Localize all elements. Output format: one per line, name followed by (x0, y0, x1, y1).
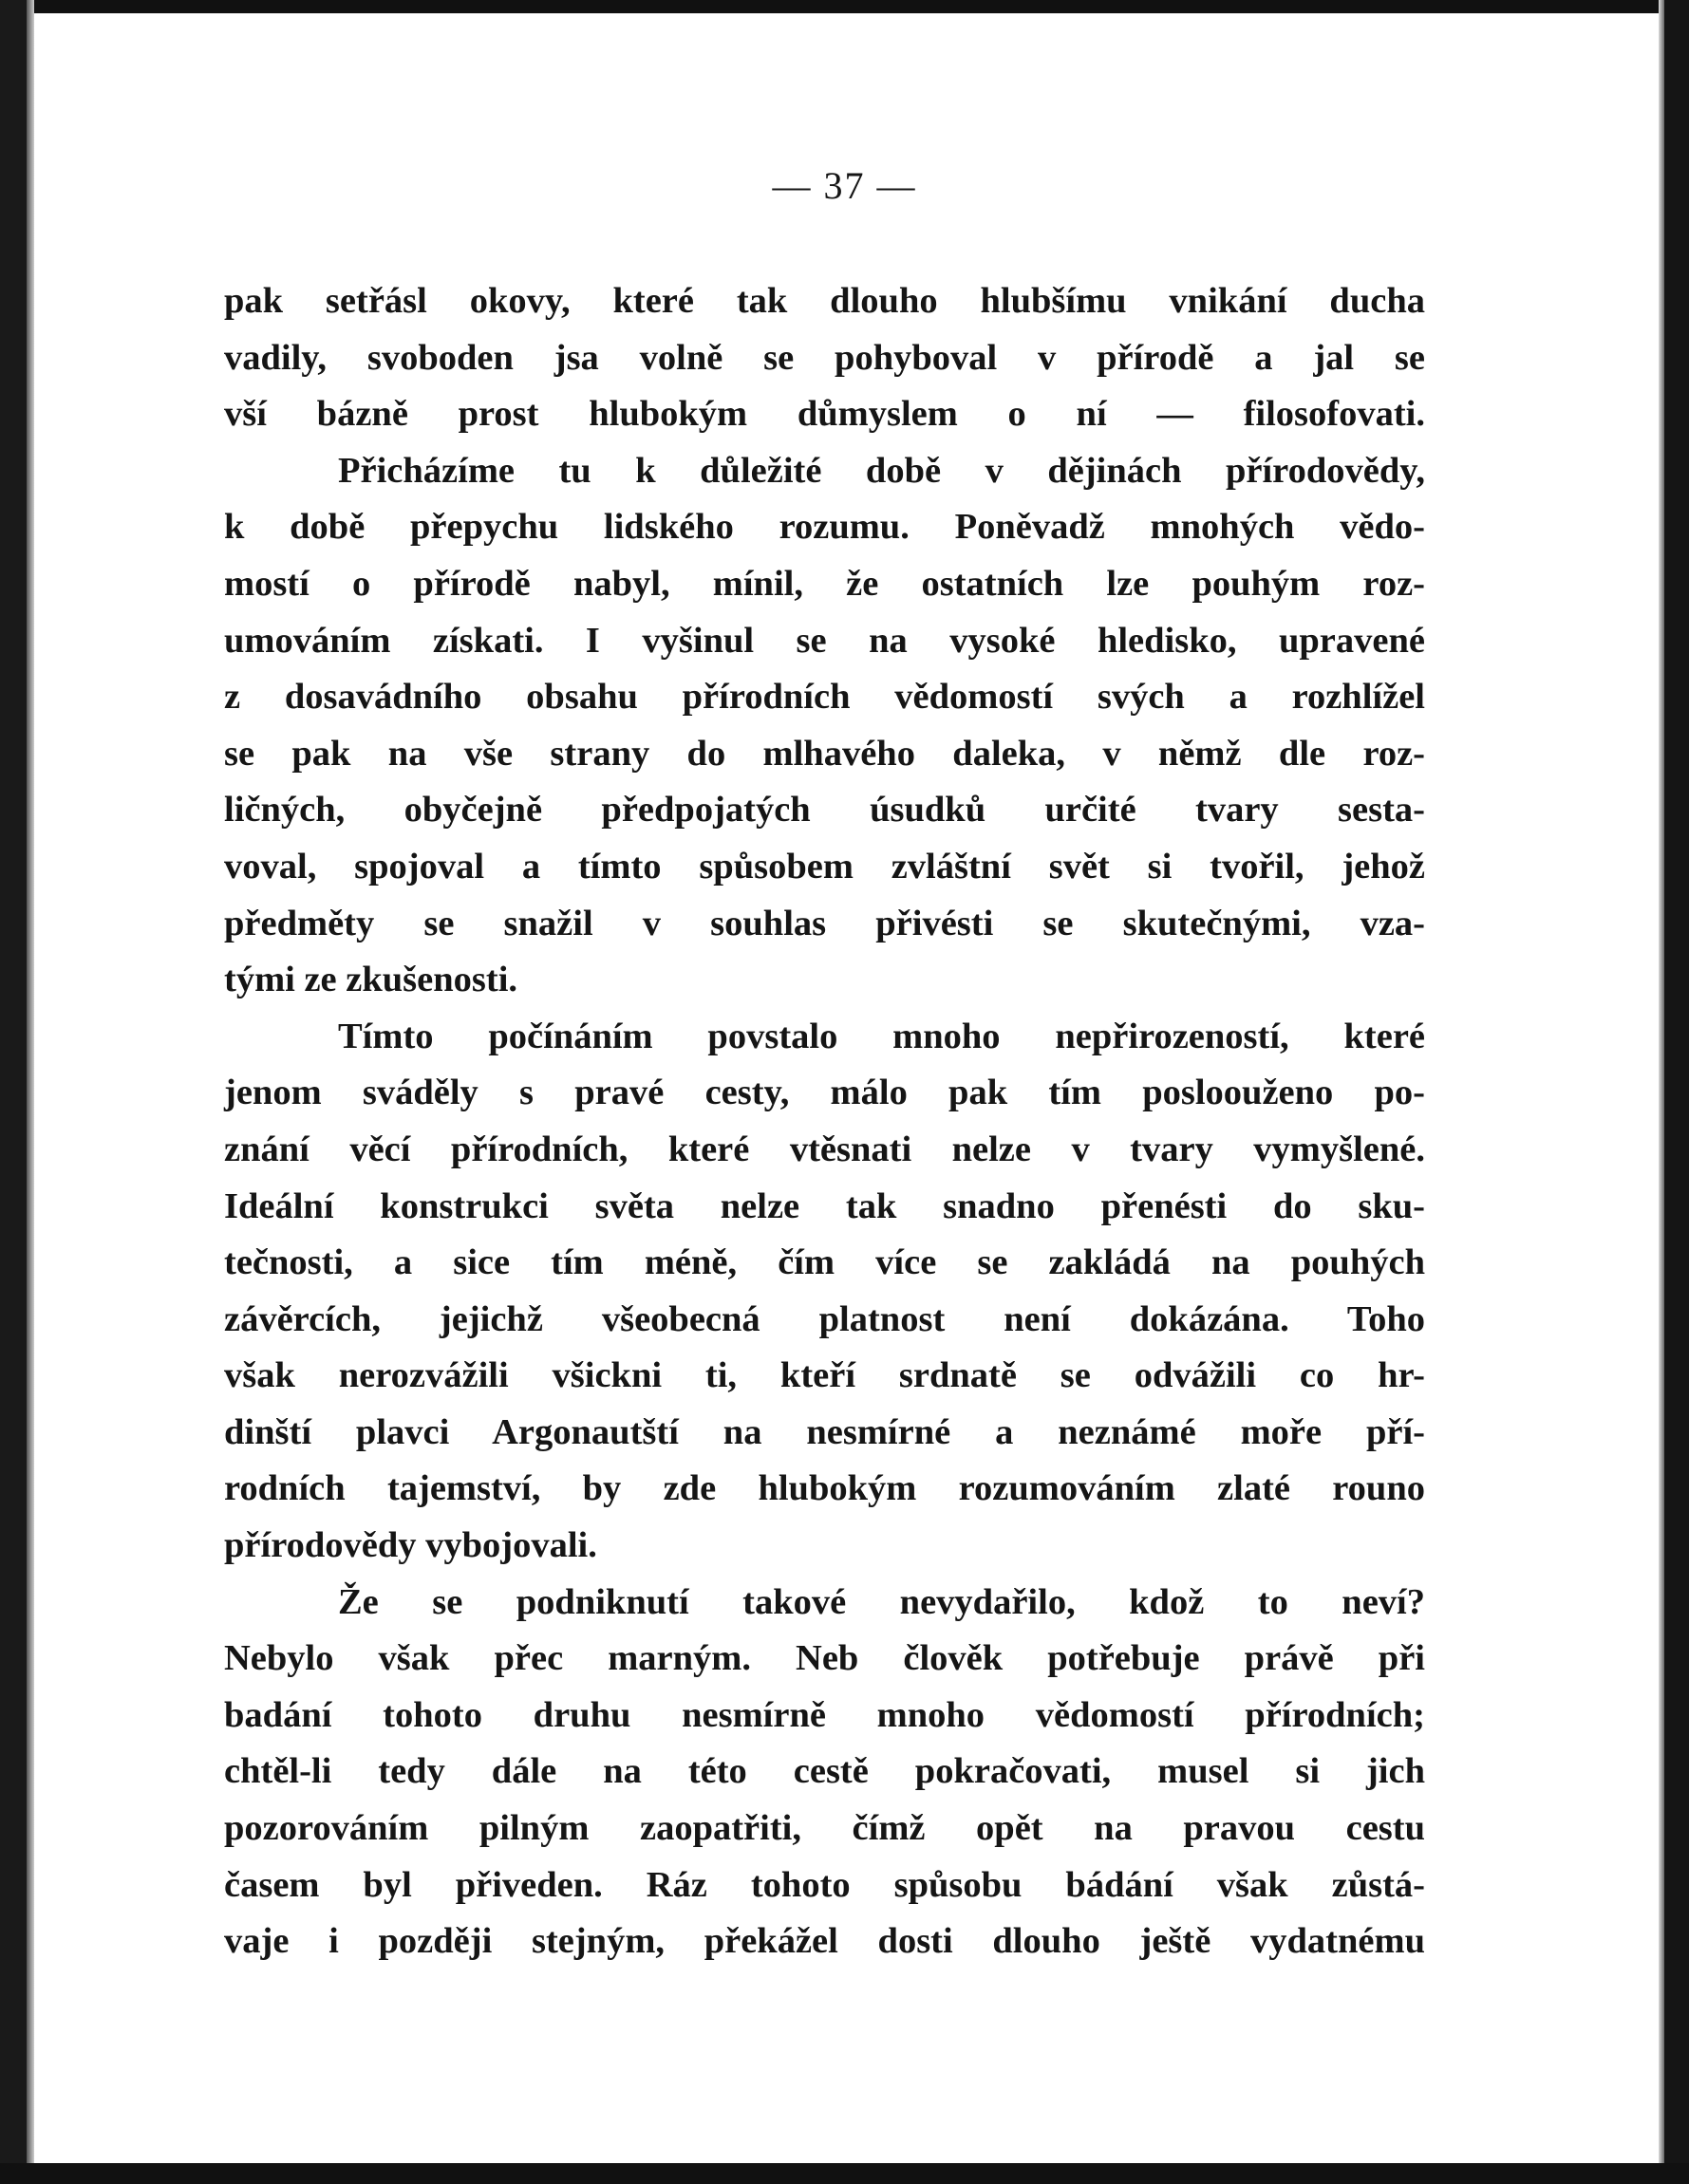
text-line: Přicházíme tu k důležité době v dějinách přírodovědy, (338, 450, 1425, 491)
text-line: pozorováním pilným zaopatřiti, čímž opět na pravou cestu (224, 1808, 1425, 1849)
text-line: z dosavádního obsahu přírodních vědomostí svých a rozhlížel (224, 677, 1425, 718)
text-line: mostí o přírodě nabyl, mínil, že ostatních lze pouhým roz- (224, 563, 1425, 604)
paragraph (224, 1575, 1425, 1970)
text-line: předměty se snažil v souhlas přivésti se skutečnými, vza- (224, 903, 1425, 943)
paragraph (224, 443, 1425, 1009)
text-line: vší bázně prost hlubokým důmyslem o ní — filosofovati. (224, 394, 1425, 435)
text-line: umováním získati. I vyšinul se na vysoké hledisko, upravené (224, 620, 1425, 661)
text-line: však nerozvážili všickni ti, kteří srdnatě se odvážili co hr- (224, 1355, 1425, 1396)
text-line: závěrcích, jejichž všeobecná platnost není dokázána. Toho (224, 1298, 1425, 1339)
scan-frame-bottom (0, 2163, 1689, 2184)
text-line: voval, spojoval a tímto spůsobem zvláštní svět si tvořil, jehož (224, 846, 1425, 887)
text-line: Ideální konstrukci světa nelze tak snadno přenésti do sku- (224, 1185, 1425, 1226)
text-line: přírodovědy vybojovali. (224, 1525, 597, 1566)
text-line: k době přepychu lidského rozumu. Poněvadž mnohých vědo- (224, 507, 1425, 548)
text-line: Tímto počínáním povstalo mnoho nepřirozeností, které (338, 1016, 1425, 1056)
paragraph (224, 273, 1425, 443)
text-line: časem byl přiveden. Ráz tohoto spůsobu bádání však zůstá- (224, 1864, 1425, 1905)
text-line: dinští plavci Argonautští na nesmírné a neznámé moře pří- (224, 1411, 1425, 1452)
text-line: tečnosti, a sice tím méně, čím více se zakládá na pouhých (224, 1242, 1425, 1283)
scan-frame-right-shadow (1659, 0, 1664, 2184)
text-line: se pak na vše strany do mlhavého daleka, v němž dle roz- (224, 733, 1425, 774)
text-line: chtěl-li tedy dále na této cestě pokračovati, musel si jich (224, 1751, 1425, 1792)
text-line: ličných, obyčejně předpojatých úsudků určité tvary sesta- (224, 790, 1425, 831)
body-text (224, 273, 1425, 1970)
text-line: jenom sváděly s pravé cesty, málo pak tím posloouženo po- (224, 1073, 1425, 1113)
paragraph (224, 1009, 1425, 1575)
scan-frame-right (1664, 0, 1689, 2184)
text-line: Že se podniknutí takové nevydařilo, kdož to neví? (338, 1581, 1425, 1622)
scan-frame-left (0, 0, 27, 2184)
text-line: znání věcí přírodních, které vtěsnati nelze v tvary vymyšlené. (224, 1129, 1425, 1169)
text-line: tými ze zkušenosti. (224, 960, 518, 1000)
text-line: pak setřásl okovy, které tak dlouho hlubšímu vnikání ducha (224, 281, 1425, 321)
scan-frame-left-shadow (27, 0, 34, 2184)
text-line: vadily, svoboden jsa volně se pohyboval v přírodě a jal se (224, 337, 1425, 378)
scan-frame-top (0, 0, 1689, 13)
text-line: badání tohoto druhu nesmírně mnoho vědomostí přírodních; (224, 1694, 1425, 1735)
text-line: vaje i později stejným, překážel dosti dlouho ještě vydatnému (224, 1921, 1425, 1962)
text-line: rodních tajemství, by zde hlubokým rozumováním zlaté rouno (224, 1468, 1425, 1509)
text-line: Nebylo však přec marným. Neb člověk potřebuje právě při (224, 1638, 1425, 1679)
page-number: — 37 — (772, 164, 917, 207)
